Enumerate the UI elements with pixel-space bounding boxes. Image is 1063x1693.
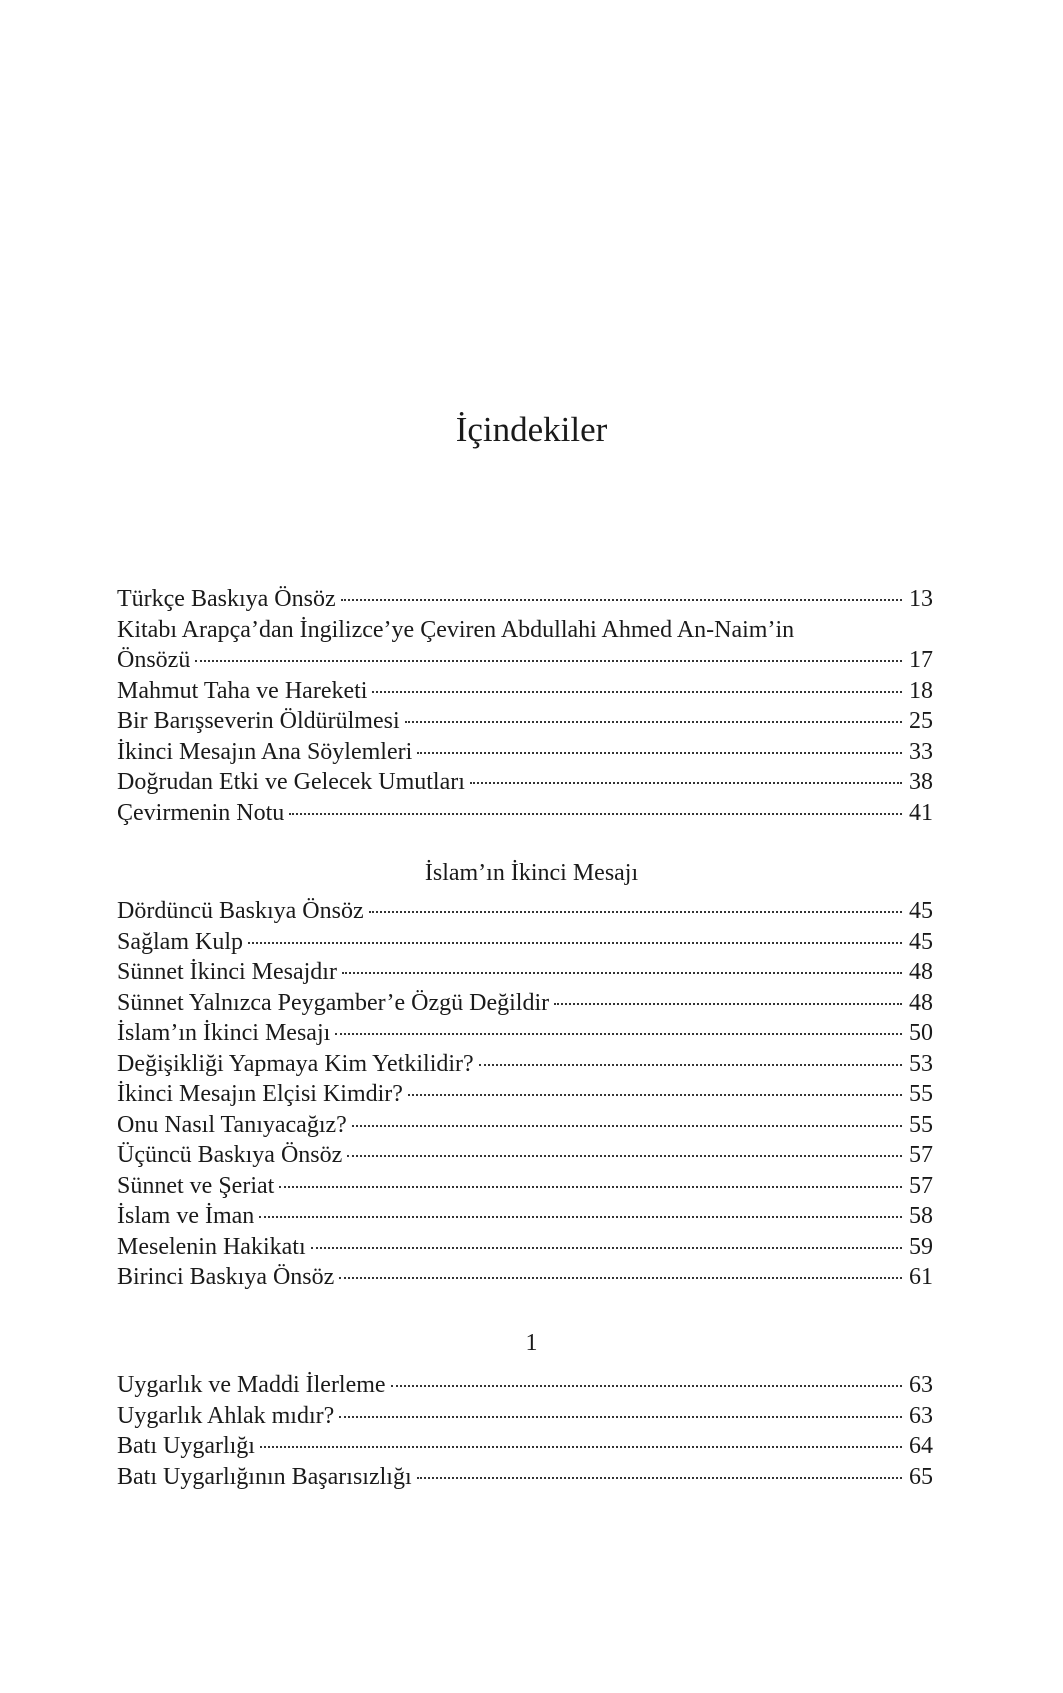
toc-entry-title: Batı Uygarlığı: [117, 1433, 255, 1459]
dot-leader: [311, 1247, 902, 1249]
toc-entry-title: Batı Uygarlığının Başarısızlığı: [117, 1463, 412, 1490]
toc-front-matter: [117, 584, 933, 828]
toc-entry-page: 61: [909, 1264, 933, 1290]
dot-leader: [195, 660, 902, 662]
toc-entry-page: 63: [909, 1402, 933, 1429]
toc-entry[interactable]: [117, 1431, 933, 1462]
section-heading-number: 1: [525, 1330, 538, 1356]
dot-leader: [372, 691, 902, 693]
toc-entry-page: 53: [909, 1050, 933, 1077]
dot-leader: [279, 1186, 902, 1188]
toc-entry[interactable]: [117, 1232, 933, 1263]
section-heading: İslam’ın İkinci Mesajı: [424, 860, 639, 886]
toc-entry[interactable]: [117, 767, 933, 798]
toc-entry-page: 57: [909, 1172, 933, 1199]
toc-entry[interactable]: [117, 1370, 933, 1401]
dot-leader: [408, 1094, 902, 1096]
toc-entry[interactable]: [117, 896, 933, 927]
toc-entry-title: Sünnet ve Şeriat: [117, 1172, 275, 1199]
toc-entry[interactable]: [117, 706, 933, 737]
toc-entry-page: 38: [909, 769, 933, 795]
toc-entry-page: 17: [909, 647, 933, 673]
toc-entry-page: 13: [909, 586, 933, 612]
toc-entry[interactable]: [117, 1140, 933, 1171]
toc-entry-title: Sünnet İkinci Mesajdır: [117, 959, 337, 985]
toc-entry-page: 63: [909, 1372, 933, 1398]
toc-entry-title: Doğrudan Etki ve Gelecek Umutları: [117, 769, 465, 795]
dot-leader: [339, 1277, 902, 1279]
toc-entry[interactable]: [117, 957, 933, 988]
toc-entry-page: 48: [909, 959, 933, 985]
toc-entry[interactable]: [117, 1049, 933, 1080]
toc-entry-title: Bir Barışseverin Öldürülmesi: [117, 708, 400, 734]
toc-entry[interactable]: [117, 676, 933, 707]
toc-entry-title: Türkçe Baskıya Önsöz: [117, 586, 336, 612]
toc-entry[interactable]: [117, 1201, 933, 1232]
toc-entry-title: İslam ve İman: [117, 1203, 255, 1229]
toc-entry[interactable]: [117, 927, 933, 958]
dot-leader: [470, 782, 902, 784]
toc-entry-page: 50: [909, 1020, 933, 1046]
toc-entry-page: 45: [909, 898, 933, 924]
dot-leader: [554, 1003, 902, 1005]
toc-section-1: [117, 896, 933, 1293]
toc-entry-title: İslam’ın İkinci Mesajı: [117, 1020, 331, 1046]
toc-entry[interactable]: [117, 1079, 933, 1110]
toc-entry[interactable]: [117, 584, 933, 615]
page-title: İçindekiler: [455, 410, 608, 449]
dot-leader: [405, 721, 902, 723]
toc-entry[interactable]: [117, 615, 933, 676]
dot-leader: [339, 1416, 902, 1418]
toc-entry-title: Üçüncü Baskıya Önsöz: [117, 1142, 343, 1168]
dot-leader: [417, 1477, 902, 1479]
toc-section-2: [117, 1370, 933, 1492]
toc-entry-page: 45: [909, 928, 933, 955]
toc-entry-title: Sünnet Yalnızca Peygamber’e Özgü Değildir: [117, 989, 550, 1016]
toc-entry-title: Değişikliği Yapmaya Kim Yetkilidir?: [117, 1050, 474, 1077]
dot-leader: [289, 813, 902, 815]
dot-leader: [335, 1033, 902, 1035]
dot-leader: [342, 972, 902, 974]
toc-entry[interactable]: [117, 1462, 933, 1493]
toc-entry-page: 18: [909, 677, 933, 704]
toc-entry[interactable]: [117, 737, 933, 768]
toc-entry[interactable]: [117, 798, 933, 829]
toc-entry-page: 55: [909, 1111, 933, 1138]
dot-leader: [369, 911, 902, 913]
toc-entry-page: 41: [909, 799, 933, 826]
dot-leader: [391, 1385, 902, 1387]
toc-entry-title: İkinci Mesajın Ana Söylemleri: [117, 738, 413, 765]
toc-entry-title: Uygarlık Ahlak mıdır?: [117, 1402, 335, 1429]
toc-entry-page: 64: [909, 1433, 933, 1459]
toc-entry[interactable]: [117, 1401, 933, 1432]
toc-entry-title: Dördüncü Baskıya Önsöz: [117, 898, 364, 924]
toc-entry-title: Çevirmenin Notu: [117, 799, 285, 826]
toc-entry-page: 25: [909, 708, 933, 734]
toc-entry-page: 57: [909, 1142, 933, 1168]
dot-leader: [248, 942, 902, 944]
dot-leader: [479, 1064, 902, 1066]
dot-leader: [417, 752, 902, 754]
toc-entry-page: 59: [909, 1233, 933, 1260]
toc-entry[interactable]: [117, 1018, 933, 1049]
toc-entry-title: İkinci Mesajın Elçisi Kimdir?: [117, 1081, 403, 1107]
toc-entry-title: Uygarlık ve Maddi İlerleme: [117, 1372, 386, 1398]
toc-entry[interactable]: [117, 1171, 933, 1202]
toc-entry-title-line2: Önsözü: [117, 647, 191, 673]
toc-entry-page: 58: [909, 1203, 933, 1229]
toc-entry-title: Mahmut Taha ve Hareketi: [117, 677, 368, 704]
dot-leader: [352, 1125, 902, 1127]
toc-entry-title: Birinci Baskıya Önsöz: [117, 1264, 335, 1290]
toc-entry-page: 65: [909, 1463, 933, 1490]
toc-entry-title: Meselenin Hakikatı: [117, 1233, 306, 1260]
toc-entry[interactable]: [117, 988, 933, 1019]
toc-entry-page: 48: [909, 989, 933, 1016]
toc-entry[interactable]: [117, 1110, 933, 1141]
dot-leader: [260, 1446, 902, 1448]
toc-entry-title: Onu Nasıl Tanıyacağız?: [117, 1111, 347, 1138]
toc-entry-page: 33: [909, 738, 933, 765]
toc-entry-title-line1: Kitabı Arapça’dan İngilizce’ye Çeviren Abdullahi Ahmed An-Naim’in: [117, 616, 795, 643]
toc-entry-title: Sağlam Kulp: [117, 928, 243, 955]
dot-leader: [341, 599, 902, 601]
dot-leader: [259, 1216, 902, 1218]
toc-entry[interactable]: [117, 1262, 933, 1293]
dot-leader: [347, 1155, 902, 1157]
toc-entry-page: 55: [909, 1081, 933, 1107]
